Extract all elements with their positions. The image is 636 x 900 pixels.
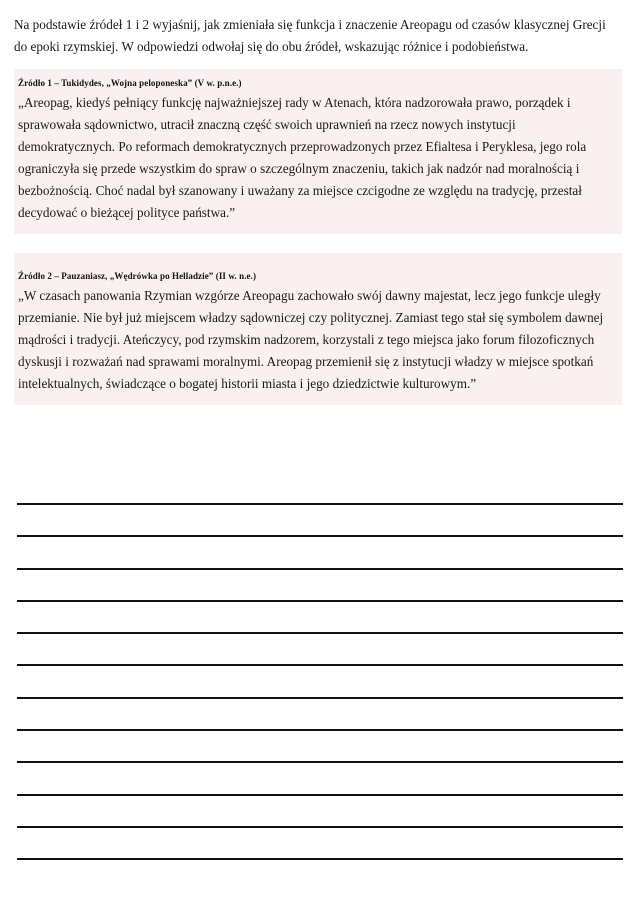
answer-line[interactable] bbox=[17, 594, 623, 626]
answer-line[interactable] bbox=[17, 723, 623, 755]
source-1-text: „Areopag, kiedyś pełniący funkcję najważniejszej rady w Atenach, która nadzorowała prawo, porządek i sprawowała sądownictwo, utracił znaczną część swoich uprawnień na rzecz nowych instytucji demokratycznych. Po reformach demokratycznych przeprowadzonych przez Efialtesa i Peryklesa, jego rola ograniczyła się przede wszystkim do spraw o szczególnym znaczeniu, takich jak nadzór nad moralnością i bezbożnością. Choć nadal był szanowany i uważany za miejsce czcigodne ze względu na tradycję, przestał decydować o bieżącej polityce państwa.” bbox=[18, 94, 587, 221]
answer-line[interactable] bbox=[17, 626, 623, 658]
answer-line[interactable] bbox=[17, 788, 623, 820]
answer-line[interactable] bbox=[17, 529, 623, 561]
source-2-header: Źródło 2 – Pauzaniasz, „Wędrówka po Helladzie” (II w. n.e.) bbox=[18, 271, 257, 282]
answer-lines-area[interactable] bbox=[17, 497, 623, 885]
answer-line[interactable] bbox=[17, 658, 623, 690]
answer-line[interactable] bbox=[17, 562, 623, 594]
answer-line[interactable] bbox=[17, 497, 623, 529]
answer-line[interactable] bbox=[17, 852, 623, 884]
answer-line[interactable] bbox=[17, 691, 623, 723]
task-prompt: Na podstawie źródeł 1 i 2 wyjaśnij, jak zmieniała się funkcja i znaczenie Areopagu od czasów klasycznej Grecji do epoki rzymskiej. W odpowiedzi odwołaj się do obu źródeł, wskazując różnice i podobieństwa. bbox=[14, 17, 606, 55]
answer-line[interactable] bbox=[17, 755, 623, 787]
answer-line[interactable] bbox=[17, 820, 623, 852]
source-2-text: „W czasach panowania Rzymian wzgórze Areopagu zachowało swój dawny majestat, lecz jego funkcje uległy przemianie. Nie był już miejscem władzy sądowniczej czy politycznej. Zamiast tego stał się symbolem dawnej mądrości i tradycji. Ateńczycy, pod rzymskim nadzorem, korzystali z tego miejsca jako forum filozoficznych dyskusji i rozważań nad sprawami moralnymi. Areopag przemienił się z instytucji władzy w miejsce spotkań intelektualnych, świadczące o bogatej historii miasta i jego dziedzictwie kulturowym.” bbox=[18, 287, 604, 391]
source-1-header: Źródło 1 – Tukidydes, „Wojna peloponeska” (V w. p.n.e.) bbox=[18, 78, 242, 89]
source-box-2 bbox=[14, 253, 622, 405]
source-box-1 bbox=[14, 69, 622, 234]
